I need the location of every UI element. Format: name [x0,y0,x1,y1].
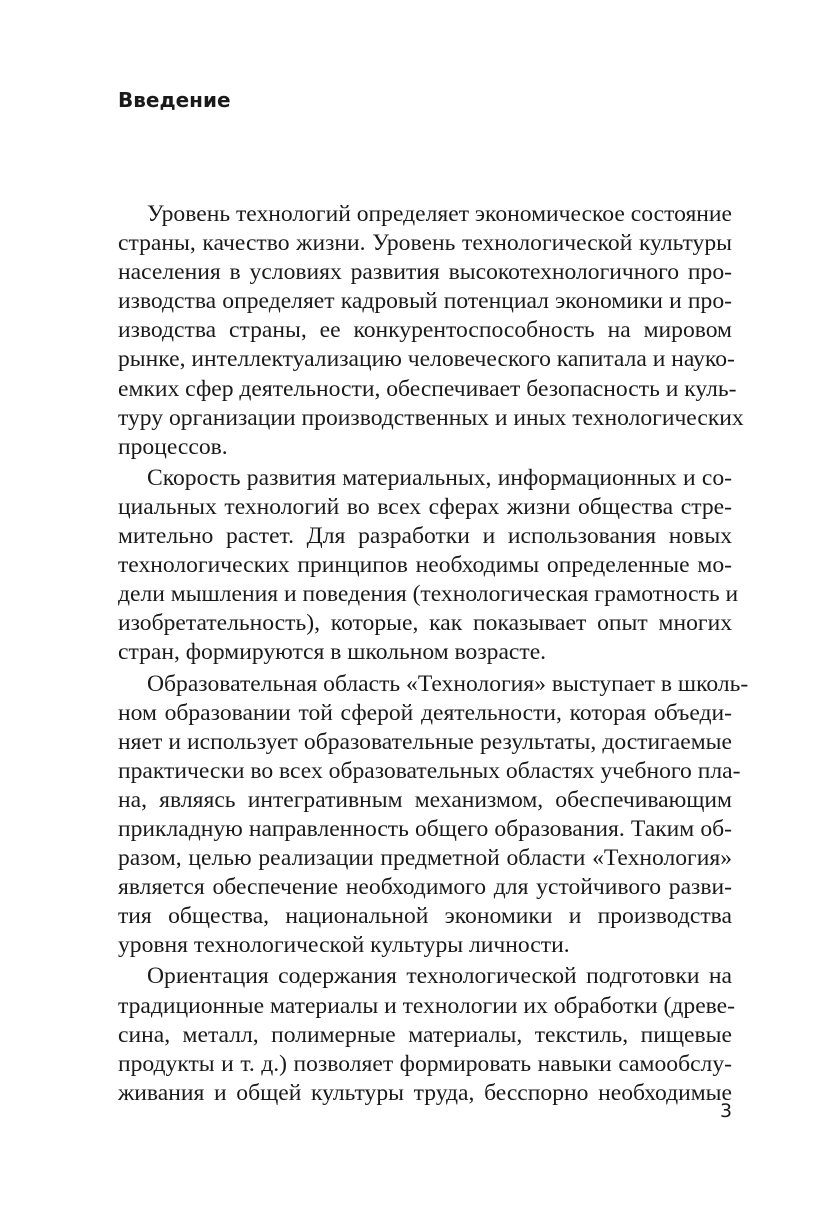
text-line: стран, формируются в школьном возрасте. [118,639,547,666]
text-line: сина, металл, полимерные материалы, текстиль, пищевые [118,1021,732,1048]
text-line: страны, качество жизни. Уровень технологической культуры [118,230,732,257]
text-line: Скорость развития материальных, информационных и со- [147,464,732,491]
text-line: Образовательная область «Технология» выступает в школь- [147,670,749,697]
text-line: ном образовании той сферой деятельности, которая объеди- [118,699,732,726]
text-line: разом, целью реализации предметной области «Технология» [118,845,732,872]
text-line: процессов. [118,433,228,460]
text-line: живания и общей культуры труда, бесспорно необходимые [118,1079,732,1106]
text-line: емких сфер деятельности, обеспечивает безопасность и куль- [118,375,737,402]
text-line: изобретательность), которые, как показывает опыт многих [118,610,732,637]
text-line: населения в условиях развития высокотехнологичного про- [118,259,732,286]
page-number: 3 [720,1100,733,1122]
text-line: рынке, интеллектуализацию человеческого капитала и науко- [118,346,735,373]
text-line: циальных технологий во всех сферах жизни общества стре- [118,493,732,520]
text-line: Ориентация содержания технологической подготовки на [147,963,732,990]
text-line: туру организации производственных и иных технологических [118,404,744,431]
text-line: няет и использует образовательные результаты, достигаемые [118,728,732,755]
text-line: на, являясь интегративным механизмом, обеспечивающим [118,786,732,813]
text-line: дели мышления и поведения (технологическая грамотность и [118,581,739,608]
text-line: мительно растет. Для разработки и использования новых [118,523,732,550]
text-line: традиционные материалы и технологии их обработки (древе- [118,992,736,1019]
text-line: технологических принципов необходимы определенные мо- [118,552,732,579]
text-line: изводства определяет кадровый потенциал экономики и про- [118,288,732,315]
text-line: тия общества, национальной экономики и производства [118,903,732,930]
text-line: является обеспечение необходимого для устойчивого разви- [118,874,732,901]
text-line: продукты и т. д.) позволяет формировать навыки самообслу- [118,1050,732,1077]
body-text [118,200,749,1108]
text-line: практически во всех образовательных областях учебного пла- [118,757,741,784]
text-line: прикладную направленность общего образования. Таким об- [118,815,732,842]
text-line: изводства страны, ее конкурентоспособность на мировом [118,317,732,344]
text-line: уровня технологической культуры личности. [118,932,570,959]
section-heading: Введение [118,88,231,112]
text-line: Уровень технологий определяет экономическое состояние [147,201,733,227]
